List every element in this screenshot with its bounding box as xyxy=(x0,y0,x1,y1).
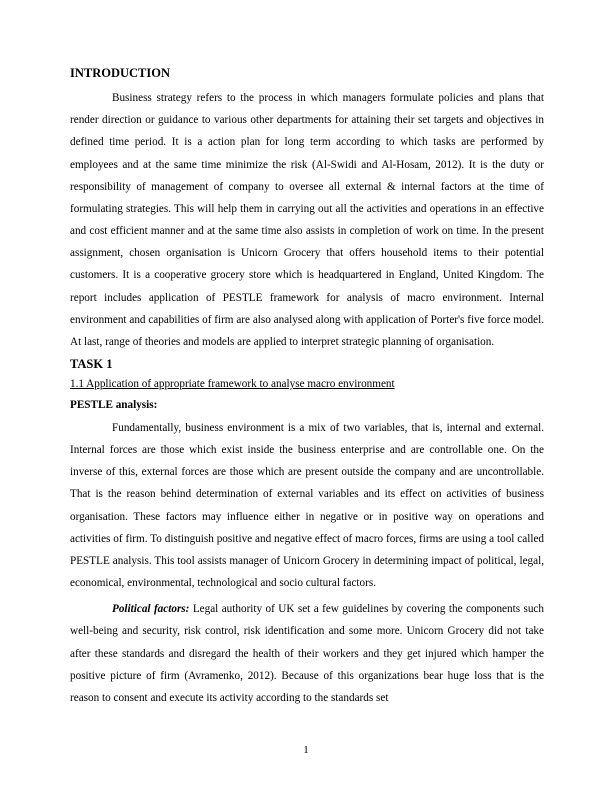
page-title-introduction: INTRODUCTION xyxy=(70,66,171,80)
political-factors-lead: Political factors: xyxy=(112,603,190,616)
task1-paragraph-1: Fundamentally, business environment is a mix of two variables, that is, internal and external. Internal forces are those which exist inside the business enterprise and are controllable one. On the inverse of this, external forces are those which are present outside the company and are uncontrollable. That is the reason behind determination of external variables and its effect on activities of business organisation. These factors may influence either in negative or in positive way on operations and activities of firm. To distinguish positive and negative effect of macro forces, firms are using a tool called PESTLE analysis. This tool assists manager of Unicorn Grocery in determining impact of political, legal, economical, environmental, technological and socio cultural factors. xyxy=(70,421,544,590)
political-factors-body: Legal authority of UK set a few guidelines by covering the components such well-being and security, risk control, risk identification and some more. Unicorn Grocery did not take after these standards and disregard the health of their workers and they get injured which hamper the positive picture of firm (Avramenko, 2012). Because of this organizations bear huge loss that is the reason to consent and execute its activity according to the standards set xyxy=(70,603,544,704)
subsection-heading-pestle-analysis: PESTLE analysis: xyxy=(70,398,158,411)
section-heading-task-1: TASK 1 xyxy=(70,357,113,372)
introduction-paragraph-1: Business strategy refers to the process in which managers formulate policies and plans that render direction or guidance to various other departments for attaining their set targets and objectives in defined time period. It is a action plan for long term according to which tasks are performed by employees and at the same time minimize the risk (Al-Swidi and Al-Hosam, 2012). It is the duty or responsibility of management of company to oversee all external & internal factors at the time of formulating strategies. This will help them in carrying out all the activities and operations in an effective and cost efficient manner and at the same time also assists in completion of work on time. In the present assignment, chosen organisation is Unicorn Grocery that offers household items to their potential customers. It is a cooperative grocery store which is headquartered in England, United Kingdom. The report includes application of PESTLE framework for analysis of macro environment. Internal environment and capabilities of firm are also analysed along with application of Porter's five force model. At last, range of theories and models are applied to interpret strategic planning of organisation. xyxy=(70,92,544,348)
page-number: 1 xyxy=(303,744,309,756)
subsection-heading-1-1: 1.1 Application of appropriate framework to analyse macro environment xyxy=(70,378,395,391)
task1-paragraph-2 xyxy=(70,598,544,709)
